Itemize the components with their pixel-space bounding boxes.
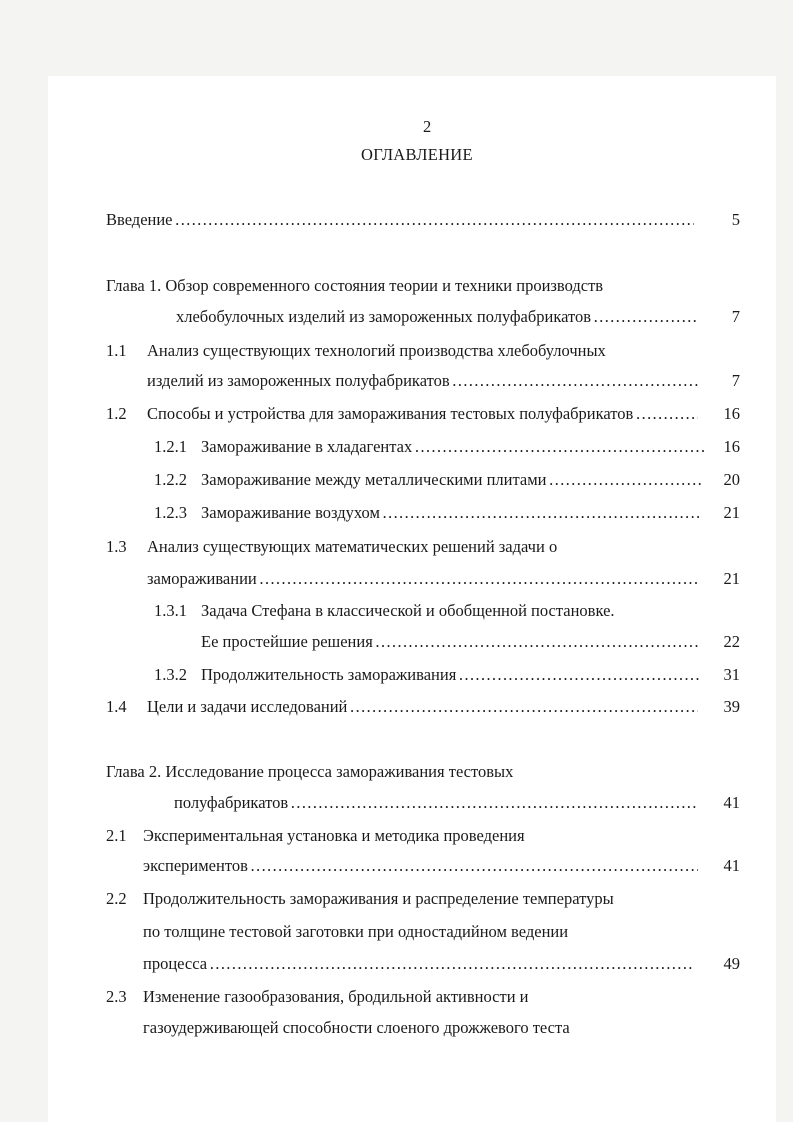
- toc-section-2-3-title[interactable]: Изменение газообразования, бродильной активности и: [143, 987, 529, 1006]
- toc-entry-1-1[interactable]: [147, 371, 700, 391]
- toc-entry-label: экспериментов: [143, 856, 248, 875]
- toc-chapter-1-title[interactable]: Глава 1. Обзор современного состояния теории и техники производств: [106, 276, 604, 295]
- toc-entry-1-3-1[interactable]: [201, 632, 701, 652]
- toc-entry-label: хлебобулочных изделий из замороженных полуфабрикатов: [176, 307, 592, 326]
- page-title: ОГЛАВЛЕНИЕ: [361, 145, 473, 164]
- toc-section-number: 2.1: [106, 826, 127, 845]
- leader-dots: [458, 665, 699, 685]
- toc-page-number: 5: [731, 210, 740, 229]
- toc-section-2-3-title-cont[interactable]: газоудерживающей способности слоеного дрожжевого теста: [143, 1018, 570, 1037]
- toc-entry-1-3[interactable]: [147, 569, 700, 589]
- leader-dots: [452, 371, 698, 391]
- toc-page-number: 39: [723, 697, 740, 716]
- toc-section-number: 1.2.1: [154, 437, 187, 456]
- toc-page-number: 31: [723, 665, 740, 684]
- toc-entry-chapter-2[interactable]: [174, 793, 700, 813]
- toc-section-number: 1.3.2: [154, 665, 187, 684]
- leader-dots: [250, 856, 698, 876]
- toc-page-number: 41: [723, 856, 740, 875]
- leader-dots: [209, 954, 693, 974]
- toc-section-number: 1.3: [106, 537, 127, 556]
- toc-section-1-3-1-title[interactable]: Задача Стефана в классической и обобщенной постановке.: [201, 601, 615, 620]
- toc-entry-label: Цели и задачи исследований: [147, 697, 348, 716]
- toc-section-number: 2.3: [106, 987, 127, 1006]
- toc-entry-label: Способы и устройства для замораживания тестовых полуфабрикатов: [147, 404, 634, 423]
- toc-page-number: 21: [723, 569, 740, 588]
- toc-section-number: 2.2: [106, 889, 127, 908]
- toc-entry-label: изделий из замороженных полуфабрикатов: [147, 371, 450, 390]
- leader-dots: [382, 503, 699, 523]
- toc-entry-1-2[interactable]: [147, 404, 700, 424]
- toc-page-number: 21: [723, 503, 740, 522]
- page-number: 2: [423, 117, 432, 136]
- toc-page-number: 41: [723, 793, 740, 812]
- toc-entry-label: Введение: [106, 210, 173, 229]
- toc-page-number: 16: [723, 437, 740, 456]
- leader-dots: [414, 437, 704, 457]
- toc-entry-label: Ее простейшие решения: [201, 632, 373, 651]
- toc-section-2-2-title[interactable]: Продолжительность замораживания и распределение температуры: [143, 889, 614, 908]
- toc-page-number: 22: [723, 632, 740, 651]
- toc-entry-1-2-3[interactable]: [201, 503, 701, 523]
- toc-entry-2-1[interactable]: [143, 856, 700, 876]
- toc-section-2-1-title[interactable]: Экспериментальная установка и методика проведения: [143, 826, 525, 845]
- toc-entry-1-4[interactable]: [147, 697, 700, 717]
- leader-dots: [375, 632, 699, 652]
- leader-dots: [593, 307, 696, 327]
- toc-entry-1-2-1[interactable]: [201, 437, 706, 457]
- toc-entry-chapter-1[interactable]: [176, 307, 698, 327]
- toc-entry-2-2[interactable]: [143, 954, 695, 974]
- leader-dots: [349, 697, 698, 717]
- toc-entry-label: Замораживание между металлическими плитами: [201, 470, 547, 489]
- toc-entry-label: замораживании: [147, 569, 257, 588]
- toc-section-number: 1.2: [106, 404, 127, 423]
- toc-entry-label: процесса: [143, 954, 208, 973]
- toc-entry-1-2-2[interactable]: [201, 470, 706, 490]
- toc-chapter-2-title[interactable]: Глава 2. Исследование процесса замораживания тестовых: [106, 762, 514, 781]
- toc-page-number: 49: [723, 954, 740, 973]
- toc-entry-1-3-2[interactable]: [201, 665, 701, 685]
- toc-entry-label: Замораживание воздухом: [201, 503, 380, 522]
- toc-page-number: 7: [731, 371, 740, 390]
- toc-section-number: 1.4: [106, 697, 127, 716]
- leader-dots: [548, 470, 704, 490]
- leader-dots: [175, 210, 694, 230]
- toc-section-number: 1.2.2: [154, 470, 187, 489]
- leader-dots: [635, 404, 698, 424]
- toc-section-2-2-title-cont[interactable]: по толщине тестовой заготовки при одностадийном ведении: [143, 922, 569, 941]
- toc-section-1-3-title[interactable]: Анализ существующих математических решений задачи о: [147, 537, 558, 556]
- toc-entry-label: полуфабрикатов: [174, 793, 289, 812]
- toc-section-number: 1.1: [106, 341, 127, 360]
- toc-page-number: 7: [731, 307, 740, 326]
- toc-entry-intro[interactable]: [106, 210, 696, 230]
- toc-page-number: 20: [723, 470, 740, 489]
- toc-entry-label: Замораживание в хладагентах: [201, 437, 413, 456]
- toc-section-1-1-title[interactable]: Анализ существующих технологий производства хлебобулочных: [147, 341, 606, 360]
- leader-dots: [290, 793, 698, 813]
- toc-section-number: 1.2.3: [154, 503, 187, 522]
- toc-section-number: 1.3.1: [154, 601, 187, 620]
- toc-entry-label: Продолжительность замораживания: [201, 665, 457, 684]
- leader-dots: [259, 569, 698, 589]
- toc-page-number: 16: [723, 404, 740, 423]
